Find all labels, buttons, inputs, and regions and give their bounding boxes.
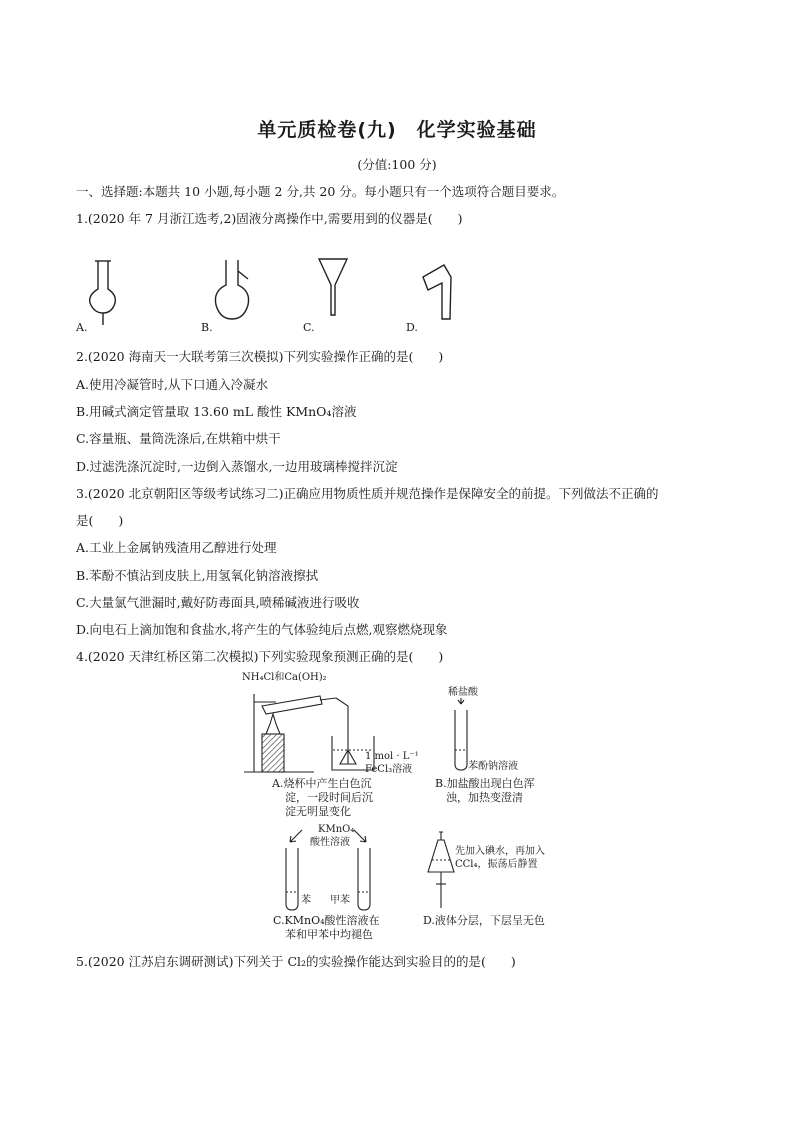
q4-a-solution: FeCl₃溶液 <box>365 764 413 775</box>
q1-a-bulb-funnel-icon <box>90 261 116 325</box>
q1-stem: 1.(2020 年 7 月浙江选考,2)固液分离操作中,需要用到的仪器是( ) <box>76 211 463 226</box>
q3-option-a: A.工业上金属钠残渣用乙醇进行处理 <box>76 540 277 555</box>
q4-stem: 4.(2020 天津红桥区第二次模拟)下列实验现象预测正确的是( ) <box>76 649 444 664</box>
q4-c-left-label: 苯 <box>301 895 311 906</box>
q4-a-caption-1: A.烧杯中产生白色沉 <box>272 777 372 790</box>
q2-option-a: A.使用冷凝管时,从下口通入冷凝水 <box>76 377 268 392</box>
q1-option-c: C. <box>303 321 315 334</box>
q1-option-a: A. <box>76 321 88 334</box>
q1-d-bent-tube-icon <box>423 265 451 319</box>
q4-c-right-label: 甲苯 <box>330 895 350 906</box>
q4-a-caption-3: 淀无明显变化 <box>285 805 351 818</box>
q4-b-reagent: 稀盐酸 <box>448 687 478 698</box>
q4-a-concentration: 1 mol · L⁻¹ <box>365 751 419 762</box>
q4-c-reagent-2: 酸性溶液 <box>310 837 350 848</box>
q4-b-caption-2: 浊，加热变澄清 <box>446 791 523 804</box>
q1-option-b: B. <box>201 321 213 334</box>
q2-stem: 2.(2020 海南天一大联考第三次模拟)下列实验操作正确的是( ) <box>76 349 444 364</box>
q4-b-solution: 苯酚钠溶液 <box>468 761 518 772</box>
q4-c-caption-2: 苯和甲苯中均褪色 <box>285 928 373 941</box>
q4-d-note-1: 先加入碘水，再加入 <box>455 846 545 857</box>
q2-option-d: D.过滤洗涤沉淀时,一边倒入蒸馏水,一边用玻璃棒搅拌沉淀 <box>76 459 398 474</box>
q3-option-d: D.向电石上滴加饱和食盐水,将产生的气体验纯后点燃,观察燃烧现象 <box>76 622 448 637</box>
q4-d-note-2: CCl₄，振荡后静置 <box>455 859 538 870</box>
q3-stem-line1: 3.(2020 北京朝阳区等级考试练习二)正确应用物质性质并规范操作是保障安全的前提。下列做法不正确的 <box>76 486 659 501</box>
q4-c-caption-1: C.KMnO₄酸性溶液在 <box>273 914 380 927</box>
score-note: (分值:100 分) <box>357 157 437 172</box>
q3-option-b: B.苯酚不慎沾到皮肤上,用氢氧化钠溶液擦拭 <box>76 568 319 583</box>
q2-option-b: B.用碱式滴定管量取 13.60 mL 酸性 KMnO₄溶液 <box>76 404 357 419</box>
page-title: 单元质检卷(九) 化学实验基础 <box>257 119 537 141</box>
q3-option-c: C.大量氯气泄漏时,戴好防毒面具,喷稀碱液进行吸收 <box>76 595 360 610</box>
q4-d-caption: D.液体分层，下层呈无色 <box>423 914 545 927</box>
q4-b-caption-1: B.加盐酸出现白色浑 <box>435 777 535 790</box>
q4-c-reagent-1: KMnO₄ <box>318 824 355 835</box>
section-heading: 一、选择题:本题共 10 小题,每小题 2 分,共 20 分。每小题只有一个选项符合题目要求。 <box>76 184 565 199</box>
q5-stem: 5.(2020 江苏启东调研测试)下列关于 Cl₂的实验操作能达到实验目的的是( ) <box>76 954 516 969</box>
q4-a-reagent-label: NH₄Cl和Ca(OH)₂ <box>242 672 327 683</box>
q4-a-caption-2: 淀，一段时间后沉 <box>285 791 373 804</box>
q1-option-d: D. <box>406 321 418 334</box>
q1-c-funnel-icon <box>319 259 347 315</box>
q1-b-distilling-flask-icon <box>215 260 248 319</box>
q2-option-c: C.容量瓶、量筒洗涤后,在烘箱中烘干 <box>76 431 281 446</box>
q3-stem-line2: 是( ) <box>76 513 124 528</box>
